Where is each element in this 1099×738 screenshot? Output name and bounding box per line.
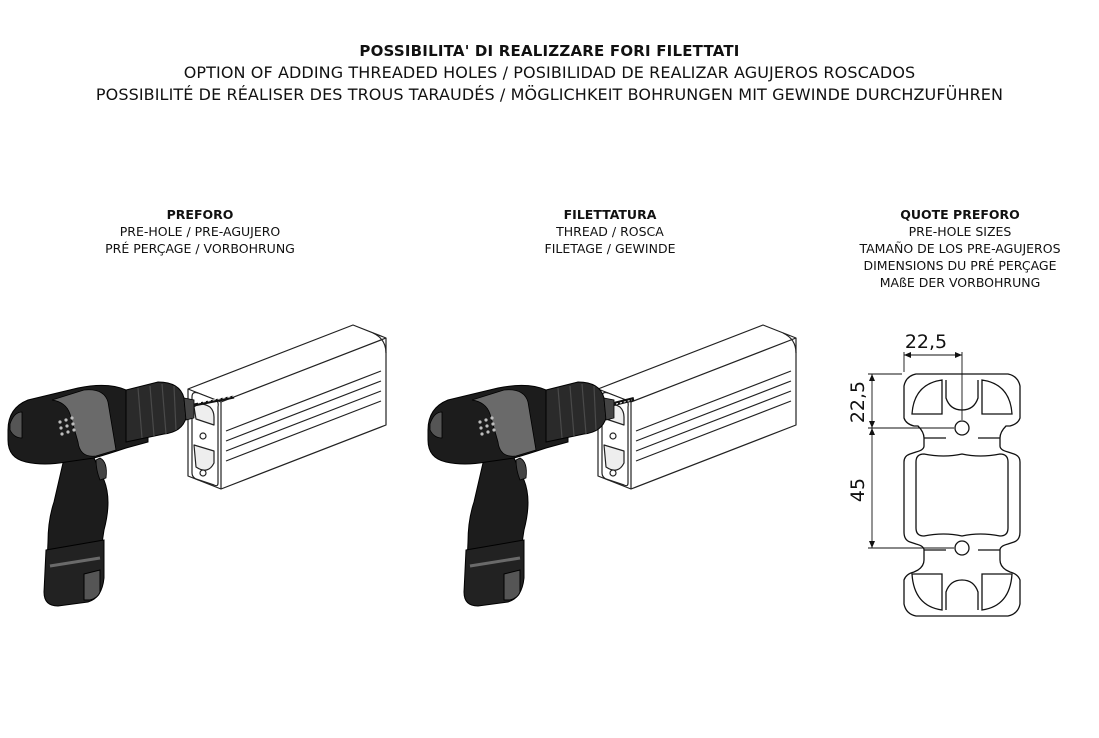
quote-preforo-line-2: TAMAÑO DE LOS PRE-AGUJEROS bbox=[859, 241, 1061, 256]
filettatura-line-1: THREAD / ROSCA bbox=[556, 224, 664, 239]
title-line-3: POSSIBILITÉ DE RÉALISER DES TROUS TARAUDÉS / MÖGLICHKEIT BOHRUNGEN MIT GEWINDE DURCHZUFÜHREN bbox=[95, 85, 1004, 104]
drill-1 bbox=[8, 382, 194, 606]
filettatura-illustration bbox=[428, 325, 796, 606]
page-title: POSSIBILITA' DI REALIZZARE FORI FILETTATI bbox=[359, 42, 740, 60]
quote-preforo-heading: QUOTE PREFORO bbox=[900, 207, 1020, 222]
dim-left-upper: 22,5 bbox=[847, 380, 869, 424]
preforo-line-2: PRÉ PERÇAGE / VORBOHRUNG bbox=[105, 241, 295, 256]
quote-preforo-line-4: MAßE DER VORBOHRUNG bbox=[879, 275, 1041, 290]
drill-2 bbox=[428, 382, 614, 606]
title-line-2: OPTION OF ADDING THREADED HOLES / POSIBILIDAD DE REALIZAR AGUJEROS ROSCADOS bbox=[183, 63, 916, 82]
preforo-heading: PREFORO bbox=[166, 207, 234, 222]
filettatura-heading: FILETTATURA bbox=[563, 207, 657, 222]
dim-top: 22,5 bbox=[904, 331, 948, 353]
filettatura-line-2: FILETAGE / GEWINDE bbox=[544, 241, 676, 256]
quote-preforo-line-3: DIMENSIONS DU PRÉ PERÇAGE bbox=[863, 258, 1057, 273]
profile-1 bbox=[188, 325, 386, 489]
preforo-line-1: PRE-HOLE / PRE-AGUJERO bbox=[119, 224, 281, 239]
profile-2 bbox=[598, 325, 796, 489]
cross-section-diagram bbox=[868, 352, 1020, 616]
quote-preforo-line-1: PRE-HOLE SIZES bbox=[908, 224, 1012, 239]
preforo-illustration bbox=[8, 325, 386, 606]
dim-left-lower: 45 bbox=[847, 477, 869, 503]
